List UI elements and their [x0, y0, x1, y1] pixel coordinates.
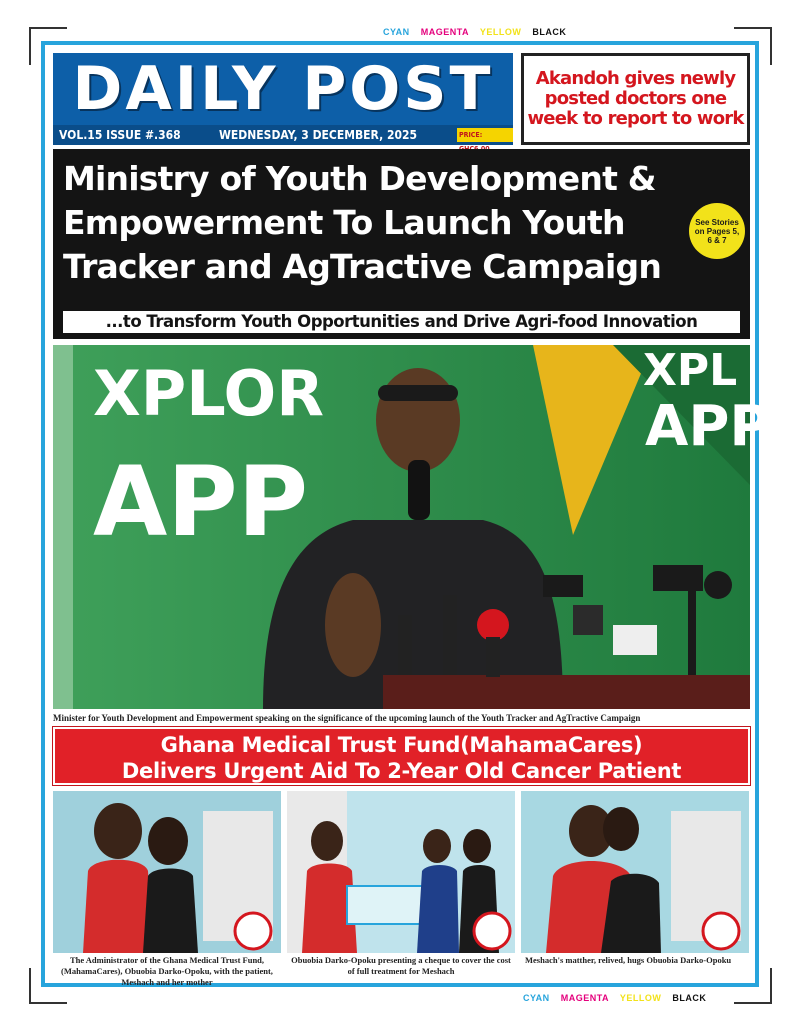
- issue-number: VOL.15 ISSUE #.368: [59, 128, 181, 142]
- second-story-headline[interactable]: [53, 727, 750, 785]
- reg-magenta-bottom: MAGENTA: [560, 993, 610, 1003]
- masthead-info-bar: [53, 125, 513, 145]
- reg-magenta: MAGENTA: [420, 27, 470, 37]
- masthead-title: DAILY POST: [72, 54, 494, 124]
- teaser-headline: Akandoh gives newly posted doctors one week to report to work: [527, 68, 744, 129]
- masthead: [53, 53, 513, 145]
- price-tag: PRICE:: [457, 128, 513, 142]
- lead-subhead: ...to Transform Youth Opportunities and Drive Agri-food Innovation: [63, 311, 740, 333]
- teaser-box[interactable]: [521, 53, 750, 145]
- story-photo-1: [53, 791, 281, 953]
- backdrop-text-right: XPL: [643, 345, 738, 396]
- see-stories-badge: See Stories on Pages 5, 6 & 7: [689, 203, 745, 259]
- second-headline-line1: Ghana Medical Trust Fund(MahamaCares): [160, 733, 643, 757]
- second-headline-line2: Delivers Urgent Aid To 2-Year Old Cancer Patient: [121, 759, 682, 783]
- photo-1-caption: The Administrator of the Ghana Medical Trust Fund, (MahamaCares), Obuobia Darko-Opoku, with the patient, Meshach and her mother: [61, 955, 273, 987]
- registration-colors-top: [383, 27, 574, 37]
- speaker-microphone: [408, 460, 430, 520]
- lead-headline: Ministry of Youth Development & Empowerment To Launch Youth Tracker and AgTractive Campaign: [63, 159, 662, 286]
- person-red-dress: [83, 860, 153, 953]
- reg-black: BLACK: [532, 27, 567, 37]
- reg-cyan: CYAN: [383, 27, 410, 37]
- lectern: [383, 675, 750, 709]
- lead-story-box[interactable]: [53, 149, 750, 339]
- main-photo: [53, 345, 771, 709]
- main-photo-illustration: [53, 345, 771, 709]
- logo-emblem: [235, 913, 271, 949]
- reg-yellow: YELLOW: [479, 27, 522, 37]
- backdrop-text-left: XPLOR: [93, 357, 324, 430]
- reg-yellow-bottom: YELLOW: [619, 993, 662, 1003]
- speaker-head: [376, 368, 460, 472]
- story-photo-3: [521, 791, 749, 953]
- photo-3-caption: Meshach's matther, relived, hugs Obuobia Darko-Opoku: [525, 955, 732, 965]
- photo-2-caption: Obuobia Darko-Opoku presenting a cheque to cover the cost of full treatment for Meshach: [291, 955, 511, 976]
- reg-cyan-bottom: CYAN: [523, 993, 550, 1003]
- story-photo-2: [287, 791, 515, 953]
- issue-date: WEDNESDAY, 3 DECEMBER, 2025: [219, 128, 417, 142]
- front-page: [41, 41, 771, 987]
- main-photo-caption: Minister for Youth Development and Empowerment speaking on the significance of the upcoming launch of the Youth Tracker and AgTractive Campaign: [53, 713, 641, 723]
- registration-colors-bottom: [523, 993, 714, 1003]
- backdrop-text-right2: APP: [645, 394, 771, 459]
- reg-black-bottom: BLACK: [672, 993, 707, 1003]
- backdrop-text-left2: APP: [93, 446, 309, 558]
